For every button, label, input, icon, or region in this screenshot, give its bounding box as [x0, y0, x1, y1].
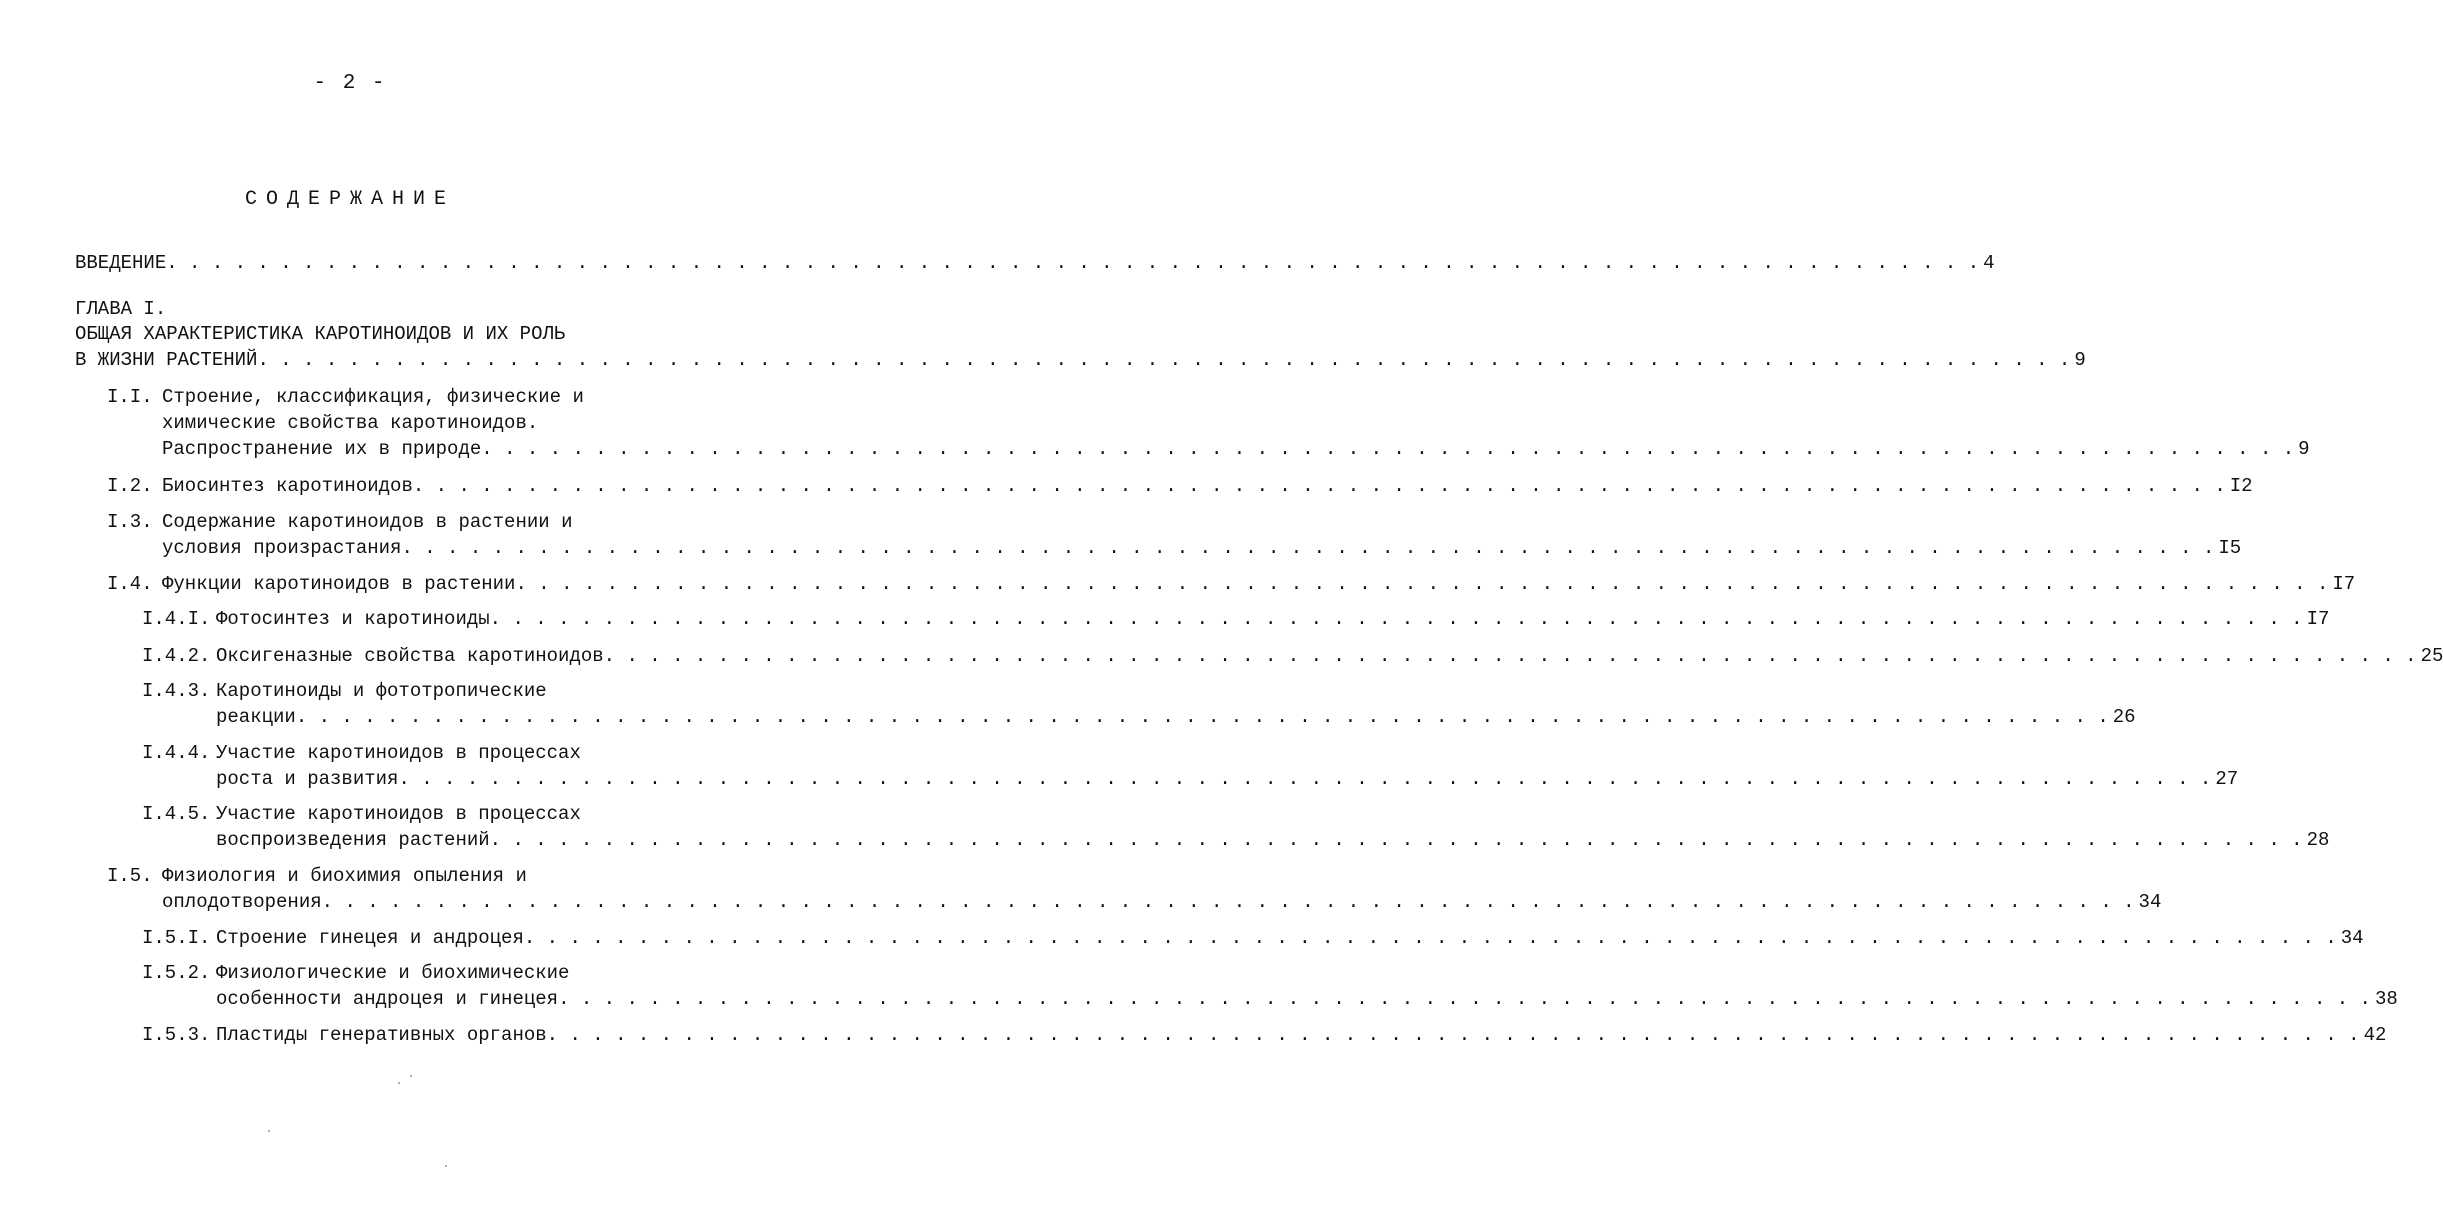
section-line: Содержание каротиноидов в растении и [162, 511, 573, 533]
chapter-title-line1: ОБЩАЯ ХАРАКТЕРИСТИКА КАРОТИНОИДОВ И ИХ РОЛЬ [75, 323, 566, 345]
toc-entry-text: ВВЕДЕНИЕ [75, 252, 167, 274]
leader-dots: . . . . . . . . . . . . . . . . . . . . . . . . . . . . . . . . . . . . . . . . . . . . . . . . . . . . . . . . . . . . . . . . . . . . . . . . . . . . . . . . [398, 768, 2212, 790]
toc-entry-text: Биосинтез каротиноидов [162, 475, 413, 497]
leader-dots: . . . . . . . . . . . . . . . . . . . . . . . . . . . . . . . . . . . . . . . . . . . . . . . . . . . . . . . . . . . . . . . . . . . . . . . . . . . . . . . . [546, 1024, 2360, 1046]
section-line: Участие каротиноидов в процессах [216, 803, 581, 825]
section-number: I.4.I. [142, 608, 211, 630]
section-number: I.4.2. [142, 645, 211, 667]
section-line: Физиологические и биохимические [216, 962, 570, 984]
toc-entry-1-4-2[interactable] [216, 643, 2443, 669]
section-number: I.4.5. [142, 803, 211, 825]
toc-page-number: 38 [2374, 988, 2398, 1010]
toc-entry-1-4-5[interactable] [216, 827, 2330, 853]
chapter-label: ГЛАВА I. [75, 298, 167, 320]
toc-page-number: I7 [2306, 608, 2330, 630]
toc-entry-introduction[interactable] [75, 250, 1995, 276]
toc-page-number: I7 [2332, 573, 2356, 595]
leader-dots: . . . . . . . . . . . . . . . . . . . . . . . . . . . . . . . . . . . . . . . . . . . . . . . . . . . . . . . . . . . . . . . . . . . . . . . . . . . . . . . . [166, 252, 1980, 274]
leader-dots: . . . . . . . . . . . . . . . . . . . . . . . . . . . . . . . . . . . . . . . . . . . . . . . . . . . . . . . . . . . . . . . . . . . . . . . . . . . . . . . . [481, 438, 2295, 460]
toc-page-number: I5 [2218, 537, 2242, 559]
scan-speck [398, 1082, 400, 1084]
toc-entry-1-4[interactable] [162, 571, 2356, 597]
leader-dots: . . . . . . . . . . . . . . . . . . . . . . . . . . . . . . . . . . . . . . . . . . . . . . . . . . . . . . . . . . . . . . . . . . . . . . . . . . . . . . . . [603, 645, 2417, 667]
section-number: I.3. [107, 511, 153, 533]
toc-entry-1-4-1[interactable] [216, 606, 2330, 632]
toc-page-number: 34 [2138, 891, 2162, 913]
toc-entry-1-3[interactable] [162, 535, 2242, 561]
toc-entry-text: Оксигеназные свойства каротиноидов [216, 645, 604, 667]
toc-entry-1-5-1[interactable] [216, 925, 2364, 951]
toc-page-number: 28 [2306, 829, 2330, 851]
toc-entry-text: реакции [216, 706, 296, 728]
section-number: I.2. [107, 475, 153, 497]
toc-page-number: 4 [1983, 252, 1995, 274]
leader-dots: . . . . . . . . . . . . . . . . . . . . . . . . . . . . . . . . . . . . . . . . . . . . . . . . . . . . . . . . . . . . . . . . . . . . . . . . . . . . . . . . [412, 475, 2226, 497]
leader-dots: . . . . . . . . . . . . . . . . . . . . . . . . . . . . . . . . . . . . . . . . . . . . . . . . . . . . . . . . . . . . . . . . . . . . . . . . . . . . . . . . [321, 891, 2135, 913]
page-number: - 2 - [313, 72, 387, 95]
toc-entry-text: Функции каротиноидов в растении [162, 573, 516, 595]
leader-dots: . . . . . . . . . . . . . . . . . . . . . . . . . . . . . . . . . . . . . . . . . . . . . . . . . . . . . . . . . . . . . . . . . . . . . . . . . . . . . . . . [257, 349, 2071, 371]
toc-entry-text: условия произрастания [162, 537, 402, 559]
section-number: I.4. [107, 573, 153, 595]
section-line: Каротиноиды и фототропические [216, 680, 547, 702]
toc-entry-text: Фотосинтез и каротиноиды [216, 608, 490, 630]
toc-entry-1-1[interactable] [162, 436, 2310, 462]
section-number: I.5. [107, 865, 153, 887]
toc-page-number: 9 [2298, 438, 2310, 460]
toc-page-number: I2 [2229, 475, 2253, 497]
leader-dots: . . . . . . . . . . . . . . . . . . . . . . . . . . . . . . . . . . . . . . . . . . . . . . . . . . . . . . . . . . . . . . . . . . . . . . . . . . . . . . . . [523, 927, 2337, 949]
toc-page-number: 27 [2215, 768, 2239, 790]
toc-entry-1-4-3[interactable] [216, 704, 2136, 730]
leader-dots: . . . . . . . . . . . . . . . . . . . . . . . . . . . . . . . . . . . . . . . . . . . . . . . . . . . . . . . . . . . . . . . . . . . . . . . . . . . . . . . . [401, 537, 2215, 559]
toc-page-number: 9 [2074, 349, 2086, 371]
toc-entry-text: Строение гинецея и андроцея [216, 927, 524, 949]
toc-entry-text: Распространение их в природе [162, 438, 482, 460]
toc-entry-chapter-1[interactable] [75, 347, 2086, 373]
scan-speck [268, 1130, 270, 1132]
toc-page-number: 34 [2340, 927, 2364, 949]
leader-dots: . . . . . . . . . . . . . . . . . . . . . . . . . . . . . . . . . . . . . . . . . . . . . . . . . . . . . . . . . . . . . . . . . . . . . . . . . . . . . . . . [295, 706, 2109, 728]
toc-page-number: 26 [2112, 706, 2136, 728]
section-number: I.5.2. [142, 962, 211, 984]
toc-entry-text: оплодотворения [162, 891, 322, 913]
scan-speck [445, 1165, 447, 1167]
section-number: I.I. [107, 386, 153, 408]
toc-entry-1-2[interactable] [162, 473, 2253, 499]
section-line: химические свойства каротиноидов. [162, 412, 539, 434]
section-line: Строение, классификация, физические и [162, 386, 584, 408]
section-number: I.4.4. [142, 742, 211, 764]
toc-entry-text: Пластиды генеративных органов [216, 1024, 547, 1046]
toc-entry-text: В ЖИЗНИ РАСТЕНИЙ [75, 349, 258, 371]
leader-dots: . . . . . . . . . . . . . . . . . . . . . . . . . . . . . . . . . . . . . . . . . . . . . . . . . . . . . . . . . . . . . . . . . . . . . . . . . . . . . . . . [515, 573, 2329, 595]
toc-entry-1-5[interactable] [162, 889, 2162, 915]
section-line: Участие каротиноидов в процессах [216, 742, 581, 764]
scan-speck [410, 1075, 412, 1077]
section-number: I.5.I. [142, 927, 211, 949]
section-number: I.5.3. [142, 1024, 211, 1046]
toc-entry-1-5-3[interactable] [216, 1022, 2387, 1048]
leader-dots: . . . . . . . . . . . . . . . . . . . . . . . . . . . . . . . . . . . . . . . . . . . . . . . . . . . . . . . . . . . . . . . . . . . . . . . . . . . . . . . . [558, 988, 2371, 1010]
toc-page-number: 42 [2363, 1024, 2387, 1046]
toc-entry-1-5-2[interactable] [216, 986, 2398, 1012]
section-line: Физиология и биохимия опыления и [162, 865, 527, 887]
toc-page-number: 25 [2420, 645, 2443, 667]
toc-entry-text: особенности андроцея и гинецея [216, 988, 559, 1010]
section-number: I.4.3. [142, 680, 211, 702]
leader-dots: . . . . . . . . . . . . . . . . . . . . . . . . . . . . . . . . . . . . . . . . . . . . . . . . . . . . . . . . . . . . . . . . . . . . . . . . . . . . . . . . [489, 608, 2303, 630]
toc-entry-1-4-4[interactable] [216, 766, 2239, 792]
leader-dots: . . . . . . . . . . . . . . . . . . . . . . . . . . . . . . . . . . . . . . . . . . . . . . . . . . . . . . . . . . . . . . . . . . . . . . . . . . . . . . . . [489, 829, 2303, 851]
toc-heading: СОДЕРЖАНИЕ [244, 188, 456, 211]
toc-entry-text: роста и развития [216, 768, 399, 790]
toc-entry-text: воспроизведения растений [216, 829, 490, 851]
